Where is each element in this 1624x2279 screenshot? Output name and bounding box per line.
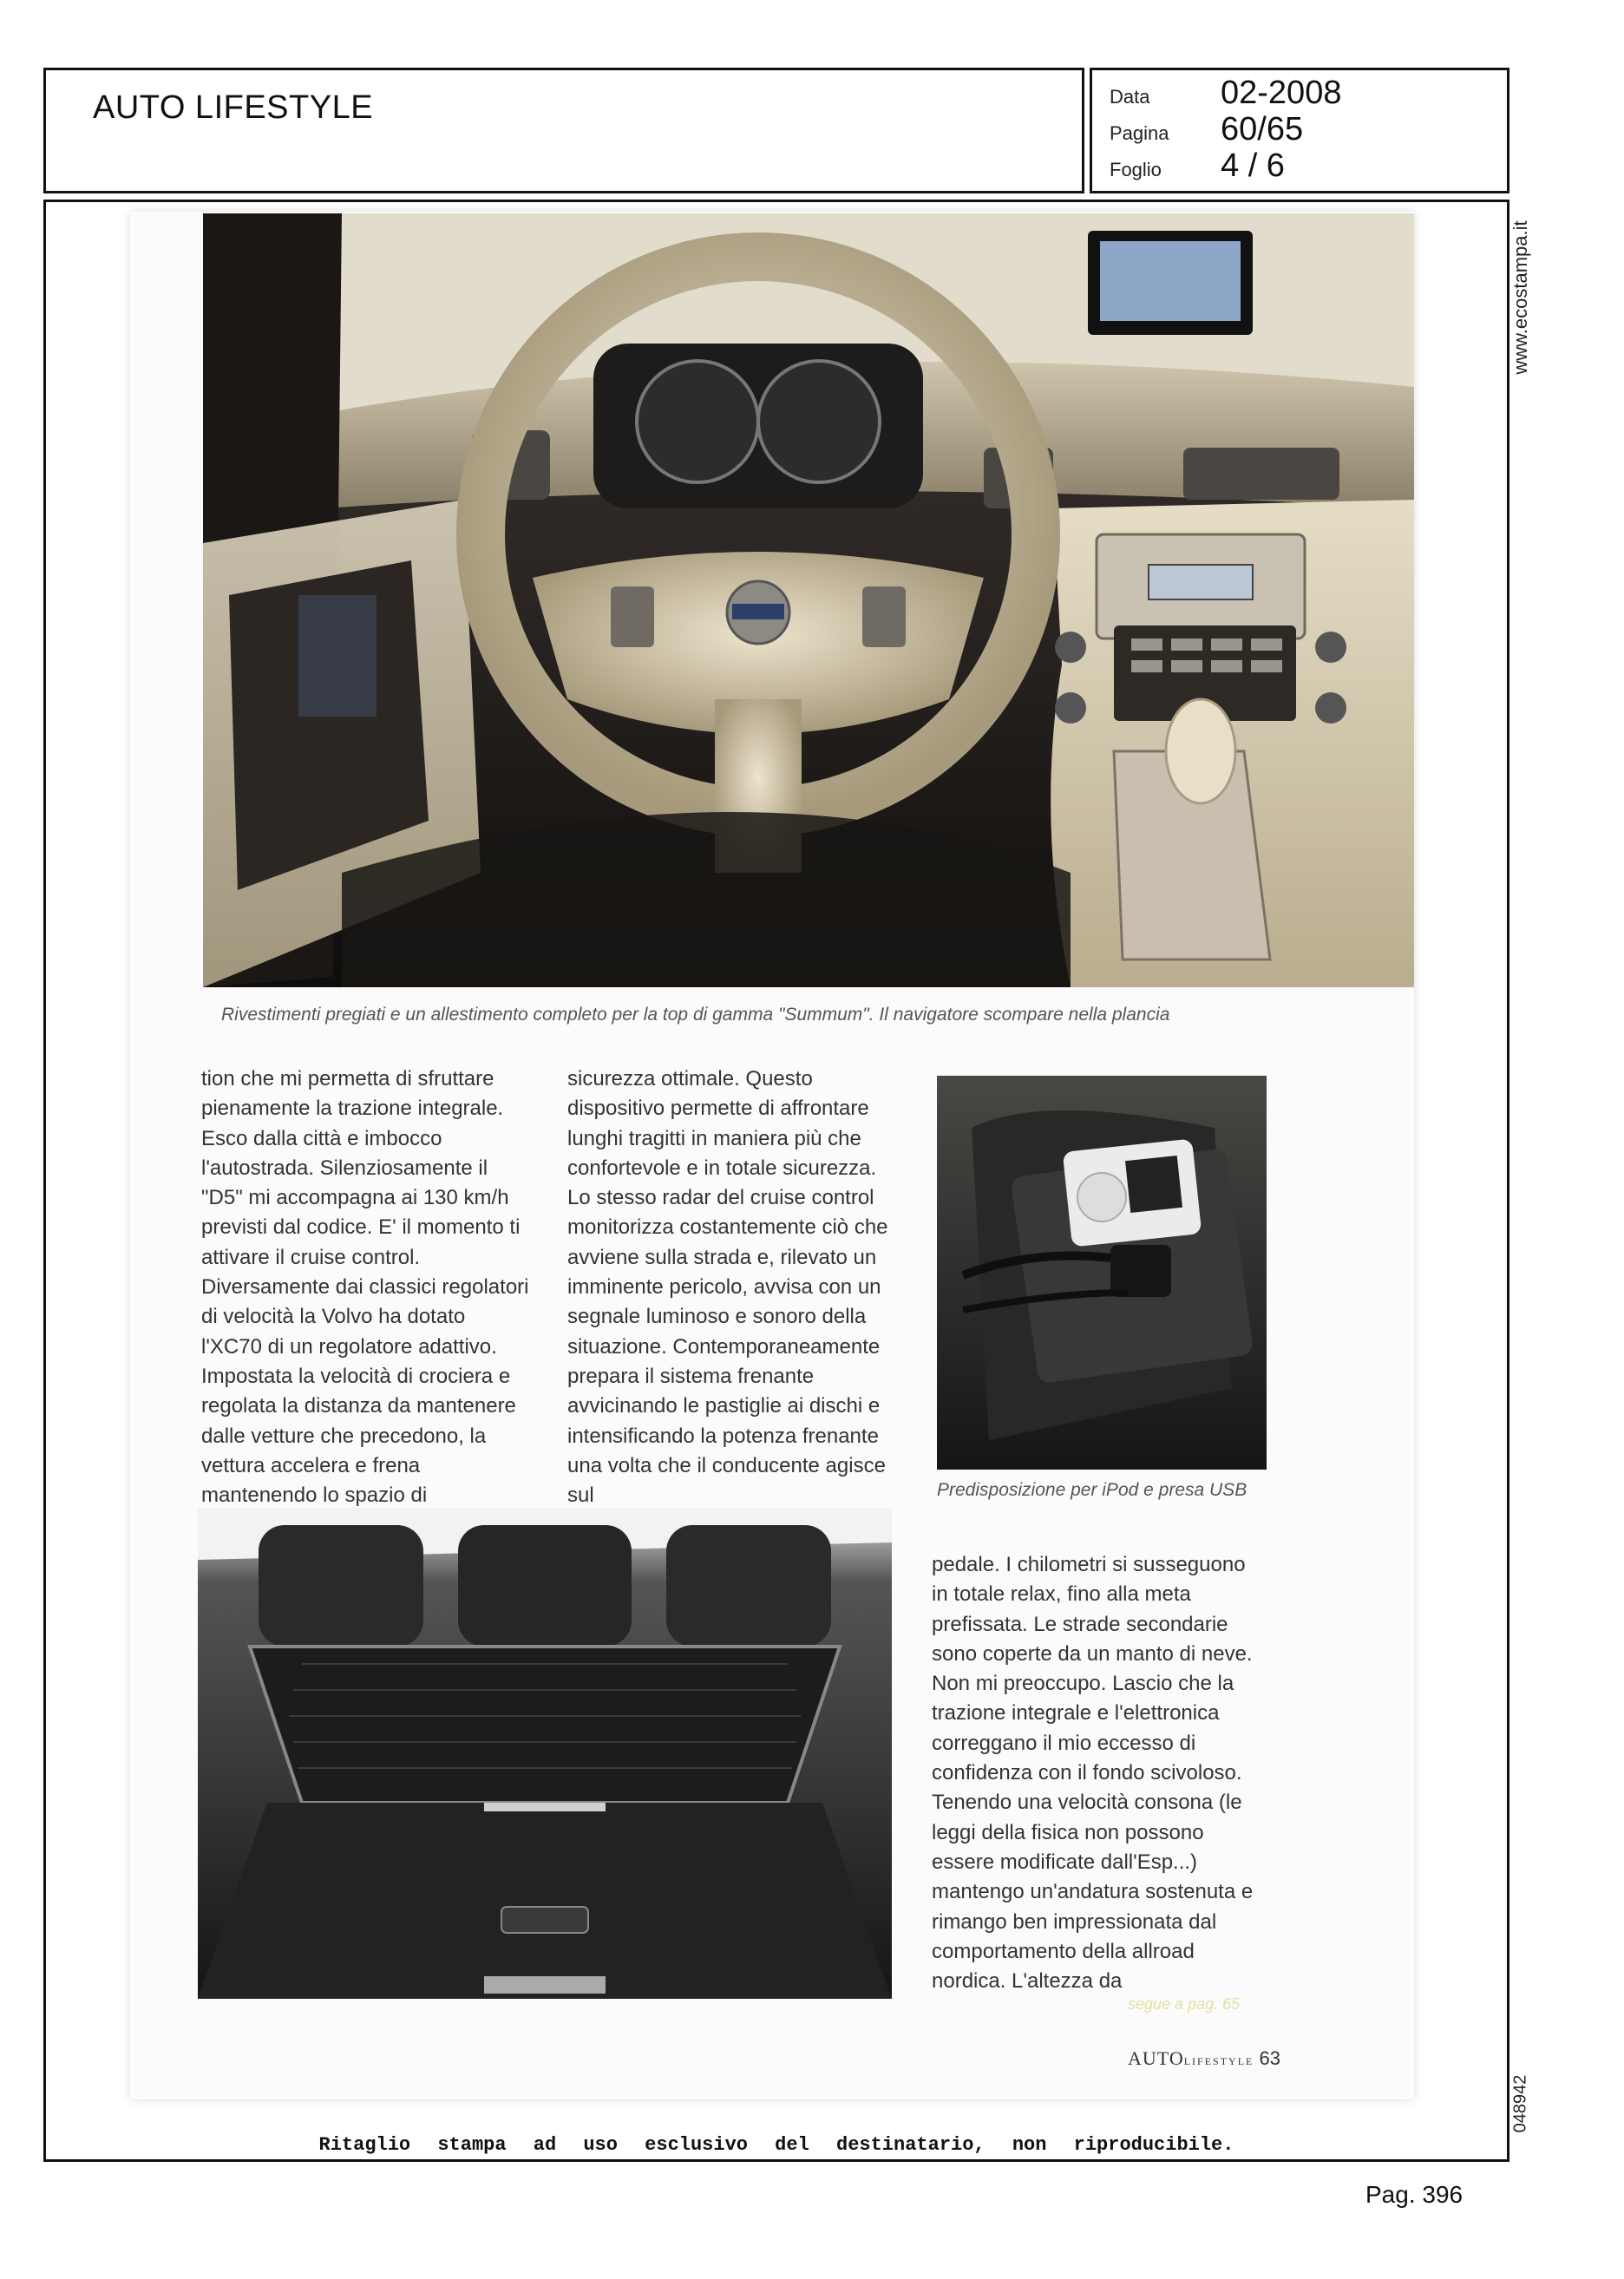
meta-value: 4 / 6 bbox=[1221, 147, 1285, 184]
meta-label: Pagina bbox=[1110, 122, 1169, 144]
article-paragraph: pedale. I chilometri si susseguono in totale relax, fino alla meta prefissata. Le strade secondarie sono coperte da un manto di neve. Non mi preoccupo. Lascio che la trazione integrale e l'elettronica correggano il mio eccesso di confidenza con il fondo scivoloso. Tenendo una velocità consona (le leggi della fisica non possono essere modificate dall'Esp...) mantengo un'andatura sostenuta e rimango ben impressionata dal comportamento della allroad nordica. L'altezza da bbox=[932, 1553, 1254, 1994]
article-paragraph: sicurezza ottimale. Questo dispositivo permette di affrontare lunghi tragitti in maniera più che confortevole e in totale sicurezza. Lo stesso radar del cruise control monitorizza costantemente ciò che avviene sulla strada e, rilevato un imminente pericolo, avvisa con un segnale luminoso e sonoro della situazione. Contemporaneamente prepara il sistema frenante avvicinando le pastiglie ai dischi e intensificando la potenza frenante una volta che il conducente agisce sul bbox=[567, 1067, 888, 1508]
ipod-dock-photo bbox=[937, 1076, 1267, 1470]
side-url-text: www.ecostampa.it bbox=[1509, 220, 1531, 375]
meta-label: Data bbox=[1110, 86, 1150, 108]
article-column-1 bbox=[201, 1064, 531, 1510]
folio-brand: AUTO bbox=[1128, 2047, 1184, 2069]
footer-notice: Ritaglio stampa ad uso esclusivo del destinatario, non riproducibile. bbox=[318, 2134, 1234, 2156]
header-meta-box bbox=[1090, 68, 1509, 193]
page-folio bbox=[1128, 2047, 1280, 2070]
see-next-page-note: segue a pag. 65 bbox=[1128, 1995, 1241, 2013]
meta-value: 60/65 bbox=[1221, 111, 1304, 147]
side-code-text: 048942 bbox=[1510, 2074, 1530, 2133]
publication-title: AUTO LIFESTYLE bbox=[93, 89, 374, 126]
meta-row-page bbox=[1110, 112, 1491, 148]
folio-page-number: 63 bbox=[1259, 2047, 1280, 2069]
side-url bbox=[1508, 206, 1534, 389]
side-code bbox=[1508, 2069, 1534, 2138]
meta-row-date bbox=[1110, 75, 1491, 112]
article-column-2 bbox=[567, 1064, 900, 1510]
dashboard-photo bbox=[203, 213, 1414, 987]
meta-label: Foglio bbox=[1110, 159, 1162, 180]
ipod-caption: Predisposizione per iPod e presa USB bbox=[937, 1480, 1247, 1500]
meta-row-sheet bbox=[1110, 148, 1491, 185]
trunk-photo bbox=[198, 1508, 892, 1999]
folio-brand-small: LIFESTYLE bbox=[1183, 2055, 1254, 2067]
meta-value: 02-2008 bbox=[1221, 75, 1342, 111]
header-publication-box bbox=[43, 68, 1084, 193]
article-column-3 bbox=[932, 1550, 1267, 1996]
dashboard-caption: Rivestimenti pregiati e un allestimento completo per la top di gamma "Summum". Il navigatore scompare nella plancia bbox=[221, 1005, 1170, 1025]
article-paragraph: tion che mi permetta di sfruttare pienamente la trazione integrale. Esco dalla città e imbocco l'autostrada. Silenziosamente il "D5" mi accompagna ai 130 km/h previsti dal codice. E' il momento ti attivare il cruise control. Diversamente dai classici regolatori di velocità la Volvo ha dotato l'XC70 di un regolatore adattivo. Impostata la velocità di crociera e regolata la distanza da mantenere dalle vetture che precedono, la vettura accelera e frena mantenendo lo spazio di bbox=[201, 1067, 529, 1508]
page-reference: Pag. 396 bbox=[1365, 2181, 1464, 2208]
